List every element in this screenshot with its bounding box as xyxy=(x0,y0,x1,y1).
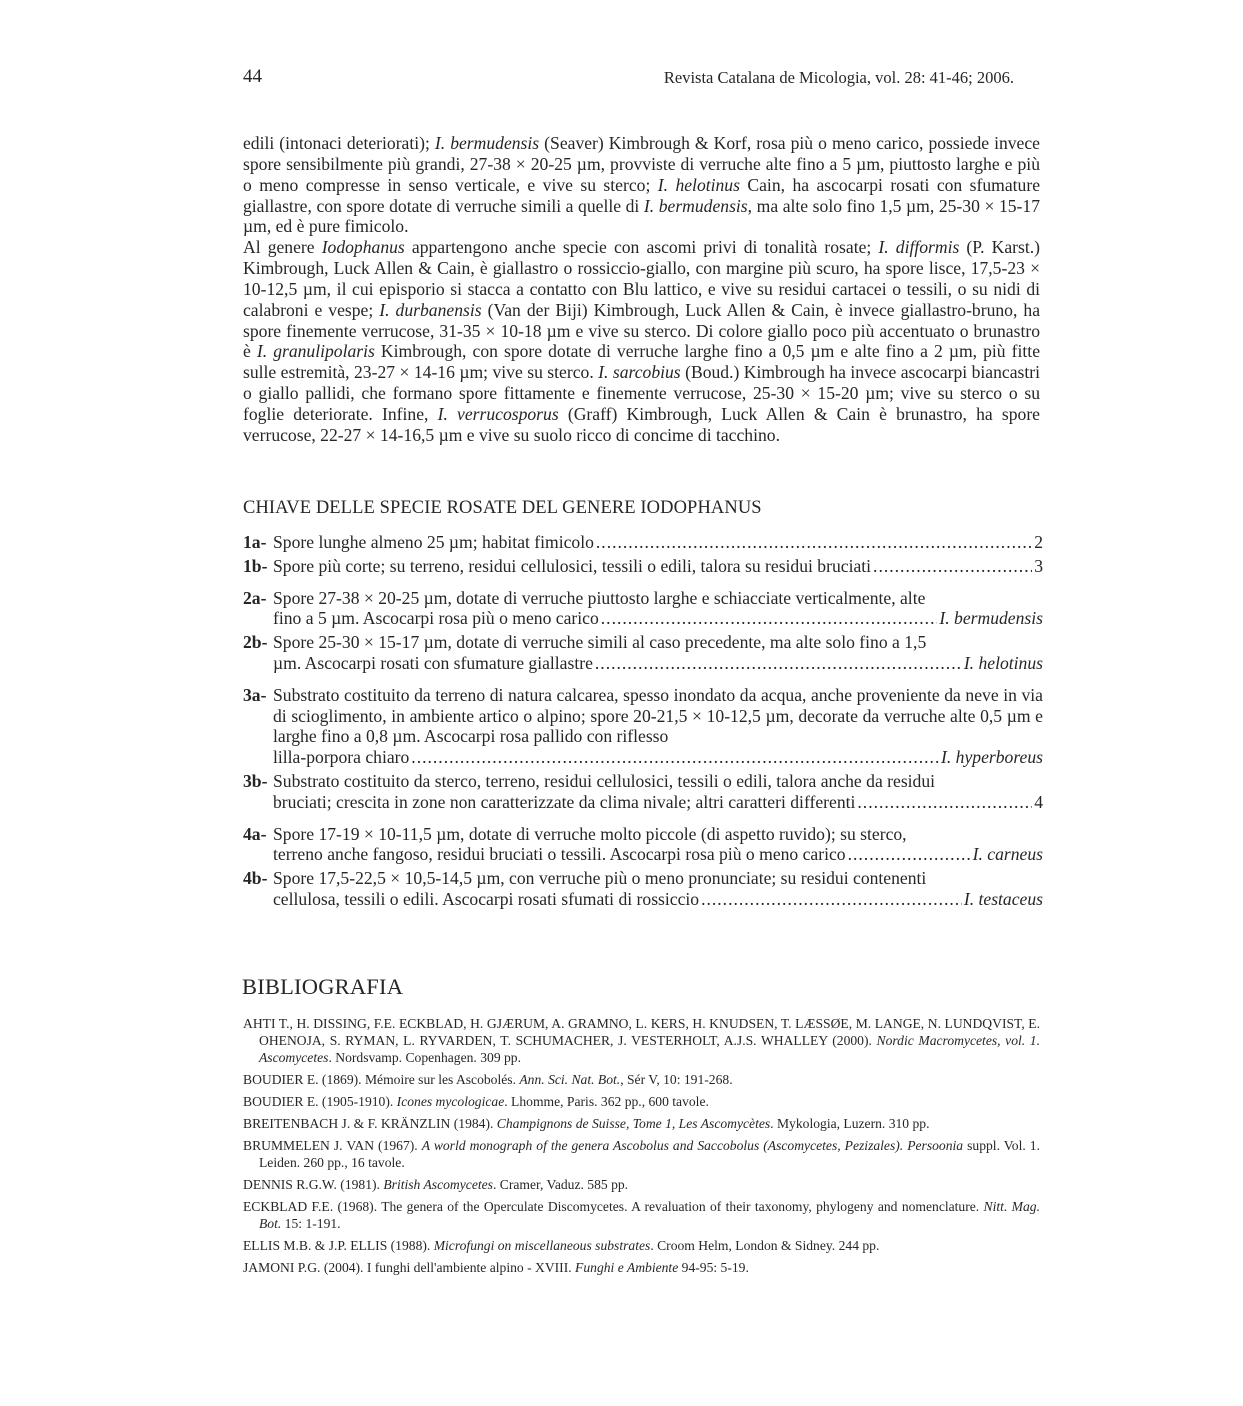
key-couplet-label: 3b- xyxy=(243,770,268,791)
intro-paragraph-1 xyxy=(243,133,1040,237)
key-couplet-text-last-line: terreno anche fangoso, residui bruciati o tessili. Ascocarpi rosa più o meno carico xyxy=(273,844,846,865)
key-couplet-result: I. carneus xyxy=(972,844,1043,865)
key-couplet-text: Substrato costituito da sterco, terreno, residui cellulosici, tessili o edili, talora anche da residui xyxy=(273,770,936,791)
dot-leader xyxy=(701,889,962,910)
reference-run-text: . Cramer, Vaduz. 585 pp. xyxy=(492,1177,629,1192)
key-couplet-label: 4b- xyxy=(243,868,268,889)
identification-key xyxy=(243,532,1043,910)
intro-run-italic: I. bermudensis xyxy=(643,195,748,216)
key-couplet-text: Spore 17-19 × 10-11,5 µm, dotate di verruche molto piccole (di aspetto ruvido); su sterco, xyxy=(273,823,907,844)
reference-run-text: JAMONI P.G. (2004). I funghi dell'ambiente alpino - XVIII. xyxy=(243,1260,576,1275)
key-couplet-result: 4 xyxy=(1034,791,1043,812)
intro-run-text: (Van der Biji) Kimbrough, Luck Allen & Cain, è invece giallastro-bruno, ha spore finemente verrucose, 31-35 × 10-18 µm e vive su sterco. Di colore giallo poco più accentuato o brunastro è xyxy=(243,299,1041,362)
bibliography-entry xyxy=(243,1015,1040,1066)
intro-run-text: appartengono anche specie con ascomi privi di tonalità rosate; xyxy=(404,237,879,258)
reference-run-italic: British Ascomycetes xyxy=(383,1177,493,1192)
intro-run-italic: Iodophanus xyxy=(321,237,405,258)
intro-text xyxy=(243,133,1040,446)
key-couplet-text: Spore 25-30 × 15-17 µm, dotate di verruche simili al caso precedente, ma alte solo fino a 1,5 xyxy=(273,632,927,653)
key-couplet-label: 1a- xyxy=(243,532,267,552)
intro-run-text: Kimbrough, con spore dotate di verruche larghe fino a 0,5 µm e alte fino a 2 µm, più fitte sulle estremità, 23-27 × 14-16 µm; vive su sterco. xyxy=(243,341,1040,383)
key-couplet-result: I. helotinus xyxy=(963,652,1043,673)
key-couplet-label: 1b- xyxy=(243,555,268,576)
reference-run-text: ELLIS M.B. & J.P. ELLIS (1988). xyxy=(243,1238,434,1253)
reference-run-text: DENNIS R.G.W. (1981). xyxy=(243,1177,384,1192)
key-couplet-label: 2b- xyxy=(243,632,268,653)
reference-run-text: 15: 1-191. xyxy=(281,1216,341,1231)
reference-run-text: BOUDIER E. (1905-1910). xyxy=(243,1094,397,1109)
reference-run-text: 94-95: 5-19. xyxy=(678,1260,749,1275)
key-couplet-text-last-line: lilla-porpora chiaro xyxy=(273,747,410,768)
intro-run-italic: I. verrucosporus xyxy=(437,403,559,424)
key-couplet-text: Substrato costituito da terreno di natura calcarea, spesso inondato da acqua, anche proveniente da neve in via di scioglimento, in ambiente artico o alpino; spore 20-21,5 × 10-12,5 µm, decorate da verruche alte 0,5 µm e larghe fino a 0,8 µm. Ascocarpi rosa pallido con riflesso xyxy=(273,684,1043,747)
key-couplet xyxy=(243,532,1043,553)
bibliography-entry xyxy=(243,1137,1040,1171)
key-couplet xyxy=(243,868,1043,910)
dot-leader xyxy=(601,608,938,629)
reference-run-text: AHTI T., H. DISSING, F.E. ECKBLAD, H. GJÆRUM, A. GRAMNO, L. KERS, H. KNUDSEN, T. LÆSSØE, M. LANGE, N. LUNDQVIST, E. OHENOJA, S. RYMAN, L. RYVARDEN, T. SCHUMACHER, J. VESTERHOLT, A.J.S. WHALLEY (2000). xyxy=(243,1016,1040,1048)
dot-leader xyxy=(596,532,1032,553)
reference-run-italic: Icones mycologicae xyxy=(396,1094,505,1109)
intro-run-text: Al genere xyxy=(243,237,322,258)
journal-citation: Revista Catalana de Micologia, vol. 28: 41-46; 2006. xyxy=(663,68,1014,87)
key-couplet-result: 3 xyxy=(1034,555,1043,576)
bibliography-entry xyxy=(243,1115,1040,1132)
key-couplet-text: Spore più corte; su terreno, residui cellulosici, tessili o edili, talora su residui bruciati xyxy=(273,555,872,576)
reference-run-text: . Mykologia, Luzern. 310 pp. xyxy=(770,1116,930,1131)
key-couplet-text-last-line: µm. Ascocarpi rosati con sfumature giallastre xyxy=(273,652,593,673)
reference-run-italic: Ann. Sci. Nat. Bot. xyxy=(519,1072,621,1087)
intro-run-italic: I. helotinus xyxy=(657,174,740,195)
reference-run-text: . Croom Helm, London & Sidney. 244 pp. xyxy=(650,1238,880,1253)
intro-run-text: (Boud.) Kimbrough ha invece ascocarpi biancastri o giallo pallidi, che formano spore fittamente e finemente verrucose, 25-30 × 15-20 µm; vive su sterco o su foglie deteriorate. Infine, xyxy=(243,362,1041,424)
dot-leader xyxy=(873,556,1032,577)
bibliography-entry xyxy=(243,1237,1040,1254)
bibliography-entry xyxy=(243,1259,1040,1276)
bibliography-list xyxy=(243,1015,1040,1281)
reference-run-italic: Nitt. Mag. Bot. xyxy=(259,1199,1041,1231)
bibliography-title: BIBLIOGRAFIA xyxy=(242,974,404,999)
reference-run-text: . Nordsvamp. Copenhagen. 309 pp. xyxy=(328,1050,522,1065)
reference-run-text: ECKBLAD F.E. (1968). The genera of the Operculate Discomycetes. A revaluation of their taxonomy, phylogeny and nomenclature. xyxy=(243,1199,984,1214)
intro-run-italic: I. durbanensis xyxy=(379,299,482,320)
intro-run-text: (Seaver) Kimbrough & Korf, rosa più o meno carico, possiede invece spore sensibilmente più grandi, 27-38 × 20-25 µm, provviste di verruche alte fino a 5 µm, piuttosto larghe e più o meno compresse in senso verticale, e vive su sterco; xyxy=(243,133,1040,195)
intro-run-text: Cain, ha ascocarpi rosati con sfumature giallastre, con spore dotate di verruche simili a quelle di xyxy=(243,174,1041,216)
reference-run-text: BOUDIER E. (1869). Mémoire sur les Ascobolés. xyxy=(243,1072,520,1087)
reference-run-italic: Nordic Macromycetes, vol. 1. Ascomycetes xyxy=(259,1033,1040,1065)
bibliography-entry xyxy=(243,1198,1040,1232)
bibliography-entry xyxy=(243,1176,1040,1193)
reference-run-text: suppl. Vol. 1. Leiden. 260 pp., 16 tavole. xyxy=(259,1138,1041,1170)
reference-run-text: . Lhomme, Paris. 362 pp., 600 tavole. xyxy=(504,1094,709,1109)
reference-run-text: BRUMMELEN J. VAN (1967). xyxy=(243,1138,422,1153)
key-couplet xyxy=(243,771,1043,813)
key-couplet xyxy=(243,556,1043,577)
key-couplet-text: Spore 17,5-22,5 × 10,5-14,5 µm, con verruche più o meno pronunciate; su residui contenenti xyxy=(273,868,927,889)
reference-run-italic: Microfungi on miscellaneous substrates xyxy=(433,1238,651,1253)
reference-run-text: BREITENBACH J. & F. KRÄNZLIN (1984). xyxy=(243,1116,497,1131)
key-couplet-label: 4a- xyxy=(243,823,267,844)
intro-run-italic: I. bermudensis xyxy=(434,133,540,153)
intro-run-text: , ma alte solo fino 1,5 µm, 25-30 × 15-17 µm, ed è pure fimicolo. xyxy=(243,195,1040,237)
reference-run-italic: Champignons de Suisse, Tome 1, Les Ascomycètes xyxy=(496,1116,771,1131)
key-couplet-text-last-line: fino a 5 µm. Ascocarpi rosa più o meno carico xyxy=(273,608,599,629)
reference-run-italic: A world monograph of the genera Ascobolus and Saccobolus (Ascomycetes, Pezizales). Persoonia xyxy=(421,1138,964,1153)
key-couplet-result: I. bermudensis xyxy=(939,608,1043,629)
page-header xyxy=(243,66,1014,92)
dot-leader xyxy=(595,653,962,674)
reference-run-italic: Funghi e Ambiente xyxy=(575,1260,679,1275)
key-couplet-result: I. hyperboreus xyxy=(941,747,1043,768)
intro-run-text: edili (intonaci deteriorati); xyxy=(243,133,435,153)
key-couplet xyxy=(243,824,1043,866)
key-couplet xyxy=(243,685,1043,768)
dot-leader xyxy=(857,792,1032,813)
bibliography-entry xyxy=(243,1093,1040,1110)
key-couplet-result: I. testaceus xyxy=(963,888,1043,909)
dot-leader xyxy=(411,747,939,768)
intro-run-text: (P. Karst.) Kimbrough, Luck Allen & Cain, è giallastro o rossiccio-giallo, con margine più scuro, ha spore lisce, 17,5-23 × 10-12,5 µm, il cui episporio si stacca a contatto con Blu lattico, e vive su residui cartacei o tessili, o su nidi di calabroni e vespe; xyxy=(243,237,1040,320)
intro-run-text: (Graff) Kimbrough, Luck Allen & Cain è brunastro, ha spore verrucose, 22-27 × 14-16,5 µm e vive su suolo ricco di concime di tacchino. xyxy=(243,403,1040,445)
dot-leader xyxy=(848,844,971,865)
intro-run-italic: I. granulipolaris xyxy=(256,341,375,362)
key-couplet-text: Spore lunghe almeno 25 µm; habitat fimicolo xyxy=(273,532,594,552)
bibliography-entry xyxy=(243,1071,1040,1088)
key-couplet xyxy=(243,588,1043,630)
key-couplet-result: 2 xyxy=(1034,532,1043,552)
key-couplet-text: Spore 27-38 × 20-25 µm, dotate di verruche piuttosto larghe e schiacciate verticalmente, alte xyxy=(273,587,926,608)
intro-paragraph-2 xyxy=(243,237,1040,445)
intro-run-italic: I. sarcobius xyxy=(598,362,681,383)
key-couplet-text-last-line: bruciati; crescita in zone non caratterizzate da clima nivale; altri caratteri differenti xyxy=(273,791,856,812)
key-couplet xyxy=(243,632,1043,674)
key-couplet-text-last-line: cellulosa, tessili o edili. Ascocarpi rosati sfumati di rossiccio xyxy=(273,888,700,909)
key-couplet-label: 2a- xyxy=(243,587,267,608)
reference-run-text: , Sér V, 10: 191-268. xyxy=(620,1072,733,1087)
key-couplet-label: 3a- xyxy=(243,684,267,705)
intro-run-italic: I. difformis xyxy=(878,237,960,258)
page-number: 44 xyxy=(243,66,262,87)
key-title: CHIAVE DELLE SPECIE ROSATE DEL GENERE IODOPHANUS xyxy=(243,498,762,518)
